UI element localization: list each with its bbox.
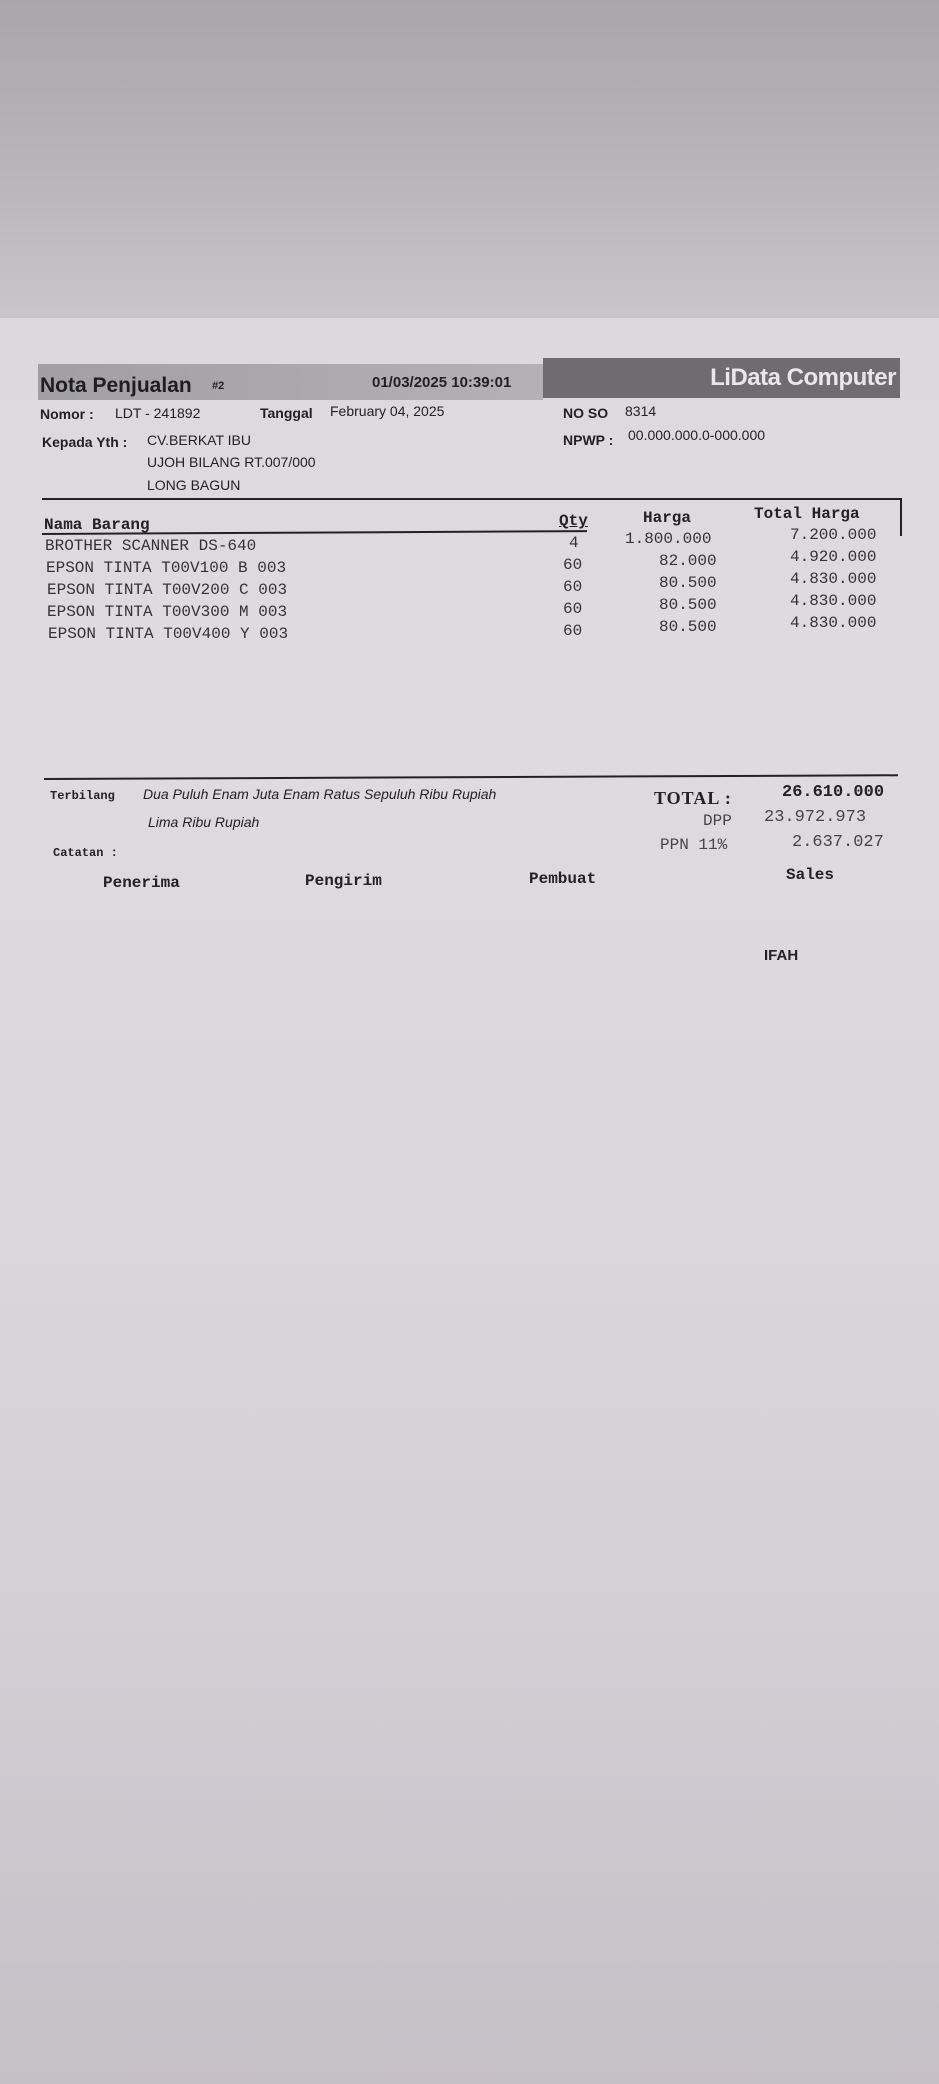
item-qty: 60 [563,556,583,574]
col-header-qty: Qty [559,512,588,530]
print-datetime: 01/03/2025 10:39:01 [372,374,512,391]
document-title: Nota Penjualan [40,374,192,397]
item-qty: 4 [569,534,579,552]
copy-number: #2 [212,380,225,392]
item-name: BROTHER SCANNER DS-640 [45,537,257,555]
col-header-harga: Harga [643,509,692,527]
item-price: 80.500 [659,574,717,592]
ppn-value: 2.637.027 [792,833,884,852]
catatan-label: Catatan : [53,846,118,860]
signature-pengirim: Pengirim [305,872,382,890]
brand-logo: LiData Computer [710,364,896,391]
item-price: 82.000 [659,552,717,570]
dpp-label: DPP [703,812,732,830]
item-price: 1.800.000 [625,530,712,548]
nomor-value: LDT - 241892 [115,405,201,421]
item-total: 7.200.000 [790,526,877,544]
kepada-name: CV.BERKAT IBU [147,432,252,448]
item-qty: 60 [563,622,583,640]
item-price: 80.500 [659,596,717,614]
npwp-value: 00.000.000.0-000.000 [628,427,766,443]
signature-pembuat: Pembuat [529,870,597,888]
col-header-nama-barang: Nama Barang [44,516,150,534]
item-name: EPSON TINTA T00V300 M 003 [47,603,288,621]
ppn-label: PPN 11% [660,836,728,854]
item-qty: 60 [563,600,583,618]
item-name: EPSON TINTA T00V100 B 003 [46,559,287,577]
item-total: 4.830.000 [790,614,877,632]
item-total: 4.830.000 [790,570,877,588]
terbilang-line-2: Lima Ribu Rupiah [148,814,260,830]
tanggal-label: Tanggal [260,405,313,421]
item-total: 4.920.000 [790,548,877,566]
item-qty: 60 [563,578,583,596]
noso-value: 8314 [625,403,657,419]
item-name: EPSON TINTA T00V200 C 003 [47,581,288,599]
item-total: 4.830.000 [790,592,877,610]
dpp-value: 23.972.973 [764,808,867,827]
col-header-total-harga: Total Harga [754,505,860,523]
terbilang-line-1: Dua Puluh Enam Juta Enam Ratus Sepuluh Ribu Rupiah [143,786,497,802]
background-shadow [0,0,939,325]
total-value: 26.610.000 [782,783,885,802]
signature-penerima: Penerima [103,874,180,892]
kepada-address-2: LONG BAGUN [147,477,241,493]
item-name: EPSON TINTA T00V400 Y 003 [48,625,289,643]
total-label: TOTAL : [654,788,732,808]
kepada-address-1: UJOH BILANG RT.007/000 [147,454,316,470]
npwp-label: NPWP : [563,432,614,448]
tanggal-value: February 04, 2025 [330,403,445,419]
nomor-label: Nomor : [40,406,94,422]
noso-label: NO SO [563,405,609,421]
sales-name: IFAH [764,947,799,964]
item-price: 80.500 [659,618,717,636]
signature-sales: Sales [786,866,835,884]
terbilang-label: Terbilang [50,789,115,803]
kepada-label: Kepada Yth : [42,434,128,450]
